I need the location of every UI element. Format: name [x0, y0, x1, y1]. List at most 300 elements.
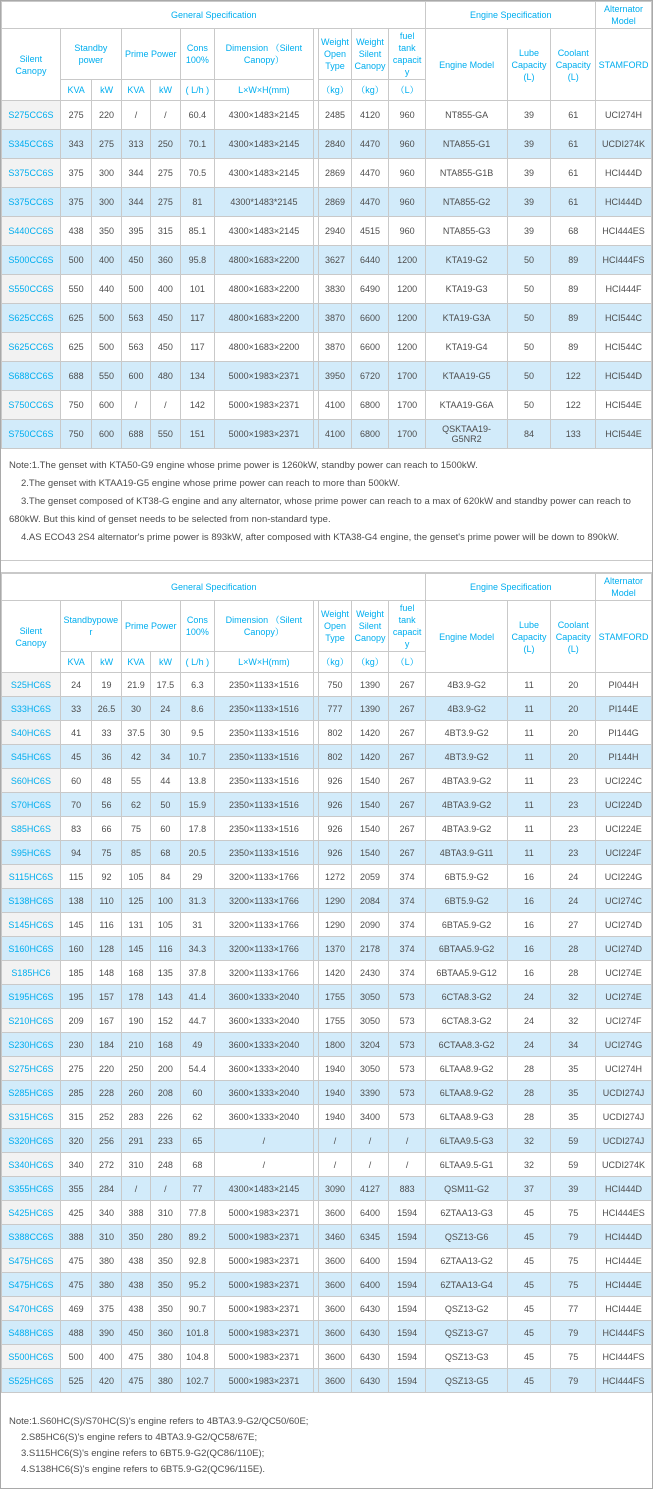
spec-row — [2, 275, 652, 304]
spec-cell: UCI274E — [596, 961, 652, 985]
spec-cell: 248 — [151, 1153, 180, 1177]
spec-cell: 28 — [507, 1105, 551, 1129]
spec-cell: 272 — [92, 1153, 121, 1177]
model-link[interactable]: S355HC6S — [2, 1177, 61, 1201]
spec-cell: 344 — [121, 188, 150, 217]
alternator-model-heading: Alternator Model — [596, 2, 652, 29]
model-link[interactable]: S750CC6S — [2, 391, 61, 420]
spec-cell: 625 — [60, 333, 91, 362]
spec-cell: 75 — [551, 1201, 596, 1225]
spec-cell: 39 — [507, 130, 551, 159]
spec-cell: 26.5 — [92, 697, 121, 721]
spec-cell: 68 — [180, 1153, 215, 1177]
spec-cell: 5000×1983×2371 — [215, 1201, 313, 1225]
spec-cell: HCI444FS — [596, 1369, 652, 1393]
spec-cell: 29 — [180, 865, 215, 889]
spec-cell: 11 — [507, 793, 551, 817]
spec-cell: 42 — [121, 745, 150, 769]
spec-cell: 23 — [551, 841, 596, 865]
spec-cell: 3200×1133×1766 — [215, 889, 313, 913]
model-link[interactable]: S425HC6S — [2, 1201, 61, 1225]
col-fuel-tank: fuel tank capacity — [388, 601, 426, 652]
spec-cell: 550 — [60, 275, 91, 304]
spec-row — [2, 1369, 652, 1393]
spec-cell: 151 — [180, 420, 215, 449]
spec-cell: 438 — [121, 1273, 150, 1297]
model-link[interactable]: S275HC6S — [2, 1057, 61, 1081]
spec-cell: 1594 — [388, 1225, 426, 1249]
spec-cell: 573 — [388, 1081, 426, 1105]
spec-cell: 360 — [151, 246, 180, 275]
spec-cell: 750 — [60, 391, 91, 420]
hc-table-body — [2, 673, 652, 1393]
spec-cell: 101.8 — [180, 1321, 215, 1345]
spec-cell: 6345 — [352, 1225, 389, 1249]
spec-row — [2, 865, 652, 889]
spec-cell: 23 — [551, 817, 596, 841]
spec-cell: 37 — [507, 1177, 551, 1201]
spec-cell: QSM11-G2 — [426, 1177, 507, 1201]
spec-cell: 89 — [551, 333, 596, 362]
spec-cell: 395 — [121, 217, 150, 246]
spec-cell: 60 — [180, 1081, 215, 1105]
spec-cell: 135 — [151, 961, 180, 985]
spec-cell: 79 — [551, 1225, 596, 1249]
spec-cell: 300 — [92, 188, 121, 217]
model-link[interactable]: S525HC6S — [2, 1369, 61, 1393]
model-link[interactable]: S375CC6S — [2, 188, 61, 217]
spec-cell: HCI444ES — [596, 1201, 652, 1225]
spec-cell: 9.5 — [180, 721, 215, 745]
spec-cell: 200 — [151, 1057, 180, 1081]
spec-cell: KTAA19-G5 — [426, 362, 507, 391]
note-line: 4.S138HC6(S)'s engine refers to 6BT5.9-G2(QC96/115E). — [21, 1464, 266, 1475]
spec-cell: 344 — [121, 159, 150, 188]
spec-cell: 3870 — [318, 304, 352, 333]
spec-cell: 95.2 — [180, 1273, 215, 1297]
spec-cell: UCI274D — [596, 937, 652, 961]
spec-cell: 84 — [507, 420, 551, 449]
spec-cell: 2059 — [352, 865, 389, 889]
spec-cell: 11 — [507, 841, 551, 865]
spec-cell: HCI444D — [596, 188, 652, 217]
spec-cell: HCI444FS — [596, 1321, 652, 1345]
spec-cell: 6LTAA8.9-G2 — [426, 1057, 507, 1081]
spec-cell: PI044H — [596, 673, 652, 697]
spec-cell: 500 — [60, 246, 91, 275]
spec-cell: 488 — [60, 1321, 91, 1345]
unit-kva: KVA — [60, 80, 91, 101]
spec-cell: 33 — [92, 721, 121, 745]
spec-cell: 252 — [92, 1105, 121, 1129]
spec-cell: 1390 — [352, 697, 389, 721]
spec-cell: 6LTAA9.5-G1 — [426, 1153, 507, 1177]
spec-cell: 16 — [507, 937, 551, 961]
spec-cell: UCDI274J — [596, 1129, 652, 1153]
spec-cell: 250 — [151, 130, 180, 159]
spec-cell: 550 — [151, 420, 180, 449]
spec-cell: 39 — [507, 101, 551, 130]
spec-cell: / — [352, 1129, 389, 1153]
model-link[interactable]: S45HC6S — [2, 745, 61, 769]
model-link[interactable]: S388CC6S — [2, 1225, 61, 1249]
spec-cell: 6BTA5.9-G2 — [426, 913, 507, 937]
spec-cell: 374 — [388, 913, 426, 937]
spec-cell: 178 — [121, 985, 150, 1009]
spec-cell: 17.8 — [180, 817, 215, 841]
spec-cell: 32 — [551, 985, 596, 1009]
spec-cell: 70 — [60, 793, 91, 817]
spec-row — [2, 130, 652, 159]
spec-cell: 573 — [388, 1033, 426, 1057]
spec-cell: 260 — [121, 1081, 150, 1105]
model-link[interactable]: S345CC6S — [2, 130, 61, 159]
spec-row — [2, 333, 652, 362]
spec-cell: 438 — [60, 217, 91, 246]
spec-cell: 4BT3.9-G2 — [426, 721, 507, 745]
model-link[interactable]: S750CC6S — [2, 420, 61, 449]
spec-cell: 802 — [318, 721, 352, 745]
spec-cell: 4470 — [352, 159, 389, 188]
spec-cell: 160 — [60, 937, 91, 961]
spec-cell: 79 — [551, 1321, 596, 1345]
model-link[interactable]: S25HC6S — [2, 673, 61, 697]
model-link[interactable]: S550CC6S — [2, 275, 61, 304]
spec-cell: UCI224D — [596, 793, 652, 817]
spec-cell: 34.3 — [180, 937, 215, 961]
spec-cell: 6800 — [352, 420, 389, 449]
spec-cell: 425 — [60, 1201, 91, 1225]
model-link[interactable]: S315HC6S — [2, 1105, 61, 1129]
spec-cell: HCI444E — [596, 1273, 652, 1297]
spec-cell: 105 — [121, 865, 150, 889]
spec-cell: 4BTA3.9-G2 — [426, 817, 507, 841]
spec-cell: 167 — [92, 1009, 121, 1033]
spec-cell: 116 — [92, 913, 121, 937]
model-link[interactable]: S210HC6S — [2, 1009, 61, 1033]
spec-cell: 960 — [388, 159, 426, 188]
spec-cell: UCI224C — [596, 769, 652, 793]
spec-cell: 450 — [121, 246, 150, 275]
spec-row — [2, 304, 652, 333]
model-link[interactable]: S85HC6S — [2, 817, 61, 841]
model-link[interactable]: S688CC6S — [2, 362, 61, 391]
spec-cell: 1420 — [352, 745, 389, 769]
spec-cell: HCI444D — [596, 1177, 652, 1201]
spec-cell: 3600×1333×2040 — [215, 1033, 313, 1057]
spec-cell: UCI274F — [596, 1009, 652, 1033]
spec-cell: 6LTAA8.9-G2 — [426, 1081, 507, 1105]
model-link[interactable]: S440CC6S — [2, 217, 61, 246]
spec-cell: 61 — [551, 188, 596, 217]
spec-cell: 115 — [60, 865, 91, 889]
spec-cell: 6CTA8.3-G2 — [426, 1009, 507, 1033]
spec-cell: 573 — [388, 985, 426, 1009]
unit-kg: （kg） — [352, 652, 389, 673]
spec-cell: 16 — [507, 889, 551, 913]
spec-cell: 68 — [151, 841, 180, 865]
col-weight-silent: Weight Silent Canopy — [352, 29, 389, 80]
model-link[interactable]: S475HC6S — [2, 1249, 61, 1273]
spec-cell: 1290 — [318, 889, 352, 913]
spec-cell: 32 — [507, 1153, 551, 1177]
spec-cell: 1200 — [388, 275, 426, 304]
spec-cell: NTA855-G1 — [426, 130, 507, 159]
spec-cell: 374 — [388, 865, 426, 889]
model-link[interactable]: S185HC6 — [2, 961, 61, 985]
spec-cell: 355 — [60, 1177, 91, 1201]
spec-row — [2, 673, 652, 697]
spec-cell: 45 — [507, 1273, 551, 1297]
spec-cell: 6400 — [352, 1201, 389, 1225]
model-link[interactable]: S475HC6S — [2, 1273, 61, 1297]
spec-cell: 89 — [551, 275, 596, 304]
spec-cell: 48 — [92, 769, 121, 793]
spec-cell: / — [388, 1153, 426, 1177]
spec-cell: 45 — [507, 1297, 551, 1321]
model-link[interactable]: S320HC6S — [2, 1129, 61, 1153]
spec-cell: UCDI274J — [596, 1105, 652, 1129]
spec-cell: HCI544C — [596, 304, 652, 333]
spec-cell: 2869 — [318, 188, 352, 217]
spec-cell: 60.4 — [180, 101, 215, 130]
model-link[interactable]: S285HC6S — [2, 1081, 61, 1105]
spec-cell: 3600 — [318, 1345, 352, 1369]
spec-cell: 1755 — [318, 985, 352, 1009]
spec-cell: 131 — [121, 913, 150, 937]
spec-cell: 24 — [507, 1009, 551, 1033]
spec-cell: 3050 — [352, 985, 389, 1009]
spec-cell: 960 — [388, 130, 426, 159]
spec-cell: 20 — [551, 697, 596, 721]
spec-cell: 573 — [388, 1105, 426, 1129]
model-link[interactable]: S95HC6S — [2, 841, 61, 865]
spec-cell: 226 — [151, 1105, 180, 1129]
spec-cell: 16 — [507, 865, 551, 889]
spec-cell: 2869 — [318, 159, 352, 188]
model-link[interactable]: S138HC6S — [2, 889, 61, 913]
spec-cell: 3600×1333×2040 — [215, 1081, 313, 1105]
spec-cell: 6ZTAA13-G4 — [426, 1273, 507, 1297]
spec-cell: 45 — [507, 1201, 551, 1225]
spec-cell: 122 — [551, 362, 596, 391]
spec-cell: 6430 — [352, 1297, 389, 1321]
spec-cell: 1370 — [318, 937, 352, 961]
spec-cell: HCI544E — [596, 420, 652, 449]
spec-cell: 32 — [507, 1129, 551, 1153]
spec-cell: 44 — [151, 769, 180, 793]
spec-cell: 61 — [551, 101, 596, 130]
col-cons: Cons 100% — [180, 29, 215, 80]
spec-cell: 1940 — [318, 1081, 352, 1105]
spec-cell: 4BTA3.9-G11 — [426, 841, 507, 865]
spec-cell: 400 — [92, 1345, 121, 1369]
spec-cell: 11 — [507, 769, 551, 793]
spec-cell: 3050 — [352, 1009, 389, 1033]
model-link[interactable]: S145HC6S — [2, 913, 61, 937]
spec-cell: 400 — [151, 275, 180, 304]
spec-cell: 275 — [60, 1057, 91, 1081]
spec-cell: 11 — [507, 817, 551, 841]
spec-cell: 267 — [388, 673, 426, 697]
spec-cell: 24 — [507, 985, 551, 1009]
spec-cell: 3460 — [318, 1225, 352, 1249]
spec-cell: 2485 — [318, 101, 352, 130]
spec-cell: 3600 — [318, 1249, 352, 1273]
model-link[interactable]: S60HC6S — [2, 769, 61, 793]
model-link[interactable]: S500CC6S — [2, 246, 61, 275]
spec-cell: 1540 — [352, 793, 389, 817]
spec-cell: PI144H — [596, 745, 652, 769]
spec-cell: 190 — [121, 1009, 150, 1033]
spec-cell: / — [121, 101, 150, 130]
model-link[interactable]: S275CC6S — [2, 101, 61, 130]
spec-row — [2, 841, 652, 865]
spec-cell: 28 — [551, 961, 596, 985]
spec-cell: 4300×1483×2145 — [215, 217, 313, 246]
spec-cell: 24 — [551, 889, 596, 913]
model-link[interactable]: S500HC6S — [2, 1345, 61, 1369]
spec-cell: 95.8 — [180, 246, 215, 275]
spec-row — [2, 1105, 652, 1129]
spec-cell: 350 — [151, 1297, 180, 1321]
col-lube-capacity: Lube Capacity (L) — [507, 601, 551, 673]
spec-cell: 1940 — [318, 1105, 352, 1129]
spec-cell: 2350×1133×1516 — [215, 721, 313, 745]
col-prime-power: Prime Power — [121, 601, 180, 652]
unit-lh: ( L/h ) — [180, 652, 215, 673]
spec-cell: 688 — [121, 420, 150, 449]
spec-cell: 525 — [60, 1369, 91, 1393]
spec-cell: NTA855-G1B — [426, 159, 507, 188]
spec-cell: 142 — [180, 391, 215, 420]
model-link[interactable]: S195HC6S — [2, 985, 61, 1009]
spec-cell: 75 — [92, 841, 121, 865]
model-link[interactable]: S470HC6S — [2, 1297, 61, 1321]
spec-cell: UCI224E — [596, 817, 652, 841]
spec-cell: 5000×1983×2371 — [215, 1297, 313, 1321]
model-link[interactable]: S488HC6S — [2, 1321, 61, 1345]
spec-row — [2, 1273, 652, 1297]
spec-cell: 54.4 — [180, 1057, 215, 1081]
spec-cell: 125 — [121, 889, 150, 913]
spec-cell: 350 — [151, 1249, 180, 1273]
spec-cell: / — [151, 391, 180, 420]
spec-cell: 3950 — [318, 362, 352, 391]
model-link[interactable]: S70HC6S — [2, 793, 61, 817]
spec-cell: 6ZTAA13-G3 — [426, 1201, 507, 1225]
spec-row — [2, 1225, 652, 1249]
spec-row — [2, 159, 652, 188]
spec-cell: 1420 — [318, 961, 352, 985]
spec-cell: UCDI274K — [596, 130, 652, 159]
spec-row — [2, 1297, 652, 1321]
spec-cell: / — [121, 391, 150, 420]
model-link[interactable]: S115HC6S — [2, 865, 61, 889]
spec-cell: 267 — [388, 745, 426, 769]
model-link[interactable]: S340HC6S — [2, 1153, 61, 1177]
spec-cell: 220 — [92, 1057, 121, 1081]
spec-cell: 3600 — [318, 1273, 352, 1297]
spec-cell: 4100 — [318, 420, 352, 449]
spec-cell: 5000×1983×2371 — [215, 1225, 313, 1249]
model-link[interactable]: S375CC6S — [2, 159, 61, 188]
spec-cell: 2178 — [352, 937, 389, 961]
spec-cell: 3600×1333×2040 — [215, 985, 313, 1009]
spec-row — [2, 721, 652, 745]
model-link[interactable]: S33HC6S — [2, 697, 61, 721]
spec-cell: 45 — [60, 745, 91, 769]
spec-cell: 3600×1333×2040 — [215, 1009, 313, 1033]
spec-cell: 275 — [92, 130, 121, 159]
spec-cell: 438 — [121, 1249, 150, 1273]
spec-row — [2, 1345, 652, 1369]
spec-cell: 116 — [151, 937, 180, 961]
spec-cell: 280 — [151, 1225, 180, 1249]
spec-cell: 283 — [121, 1105, 150, 1129]
spec-cell: 375 — [60, 188, 91, 217]
spec-cell: HCI544C — [596, 333, 652, 362]
spec-cell: HCI544D — [596, 362, 652, 391]
spec-cell: 145 — [60, 913, 91, 937]
spec-cell: 92 — [92, 865, 121, 889]
spec-cell: 563 — [121, 333, 150, 362]
model-link[interactable]: S230HC6S — [2, 1033, 61, 1057]
spec-cell: 45 — [507, 1369, 551, 1393]
spec-cell: 1594 — [388, 1201, 426, 1225]
spec-cell: 310 — [92, 1225, 121, 1249]
spec-cell: 4B3.9-G2 — [426, 673, 507, 697]
spec-cell: 3200×1133×1766 — [215, 937, 313, 961]
spec-cell: 475 — [121, 1345, 150, 1369]
spec-row — [2, 1177, 652, 1201]
spec-cell: 3050 — [352, 1057, 389, 1081]
spec-cell: 134 — [180, 362, 215, 391]
spec-cell: 23 — [551, 793, 596, 817]
spec-cell: 500 — [121, 275, 150, 304]
spec-row — [2, 1081, 652, 1105]
spec-cell: 375 — [92, 1297, 121, 1321]
spec-cell: 41.4 — [180, 985, 215, 1009]
spec-cell: 185 — [60, 961, 91, 985]
spec-cell: 20 — [551, 673, 596, 697]
spec-cell: 6.3 — [180, 673, 215, 697]
spec-cell: 84 — [151, 865, 180, 889]
model-link[interactable]: S160HC6S — [2, 937, 61, 961]
spec-cell: 1594 — [388, 1273, 426, 1297]
model-link[interactable]: S625CC6S — [2, 304, 61, 333]
spec-row — [2, 1153, 652, 1177]
spec-cell: 5000×1983×2371 — [215, 420, 313, 449]
note-line: 3.S115HC6(S)'s engine refers to 6BT5.9-G2(QC86/110E); — [21, 1448, 265, 1459]
spec-cell: 15.9 — [180, 793, 215, 817]
spec-cell: 267 — [388, 841, 426, 865]
spec-cell: 13.8 — [180, 769, 215, 793]
spec-cell: 3200×1133×1766 — [215, 961, 313, 985]
spec-cell: 388 — [60, 1225, 91, 1249]
spec-cell: 360 — [151, 1321, 180, 1345]
spec-cell: 39 — [551, 1177, 596, 1201]
spec-cell: 148 — [92, 961, 121, 985]
model-link[interactable]: S625CC6S — [2, 333, 61, 362]
spec-cell: KTA19-G4 — [426, 333, 507, 362]
model-link[interactable]: S40HC6S — [2, 721, 61, 745]
spec-cell: 4BTA3.9-G2 — [426, 793, 507, 817]
spec-cell: 34 — [151, 745, 180, 769]
spec-cell: KTA19-G3 — [426, 275, 507, 304]
spec-cell: 1700 — [388, 391, 426, 420]
spec-cell: HCI444FS — [596, 1345, 652, 1369]
